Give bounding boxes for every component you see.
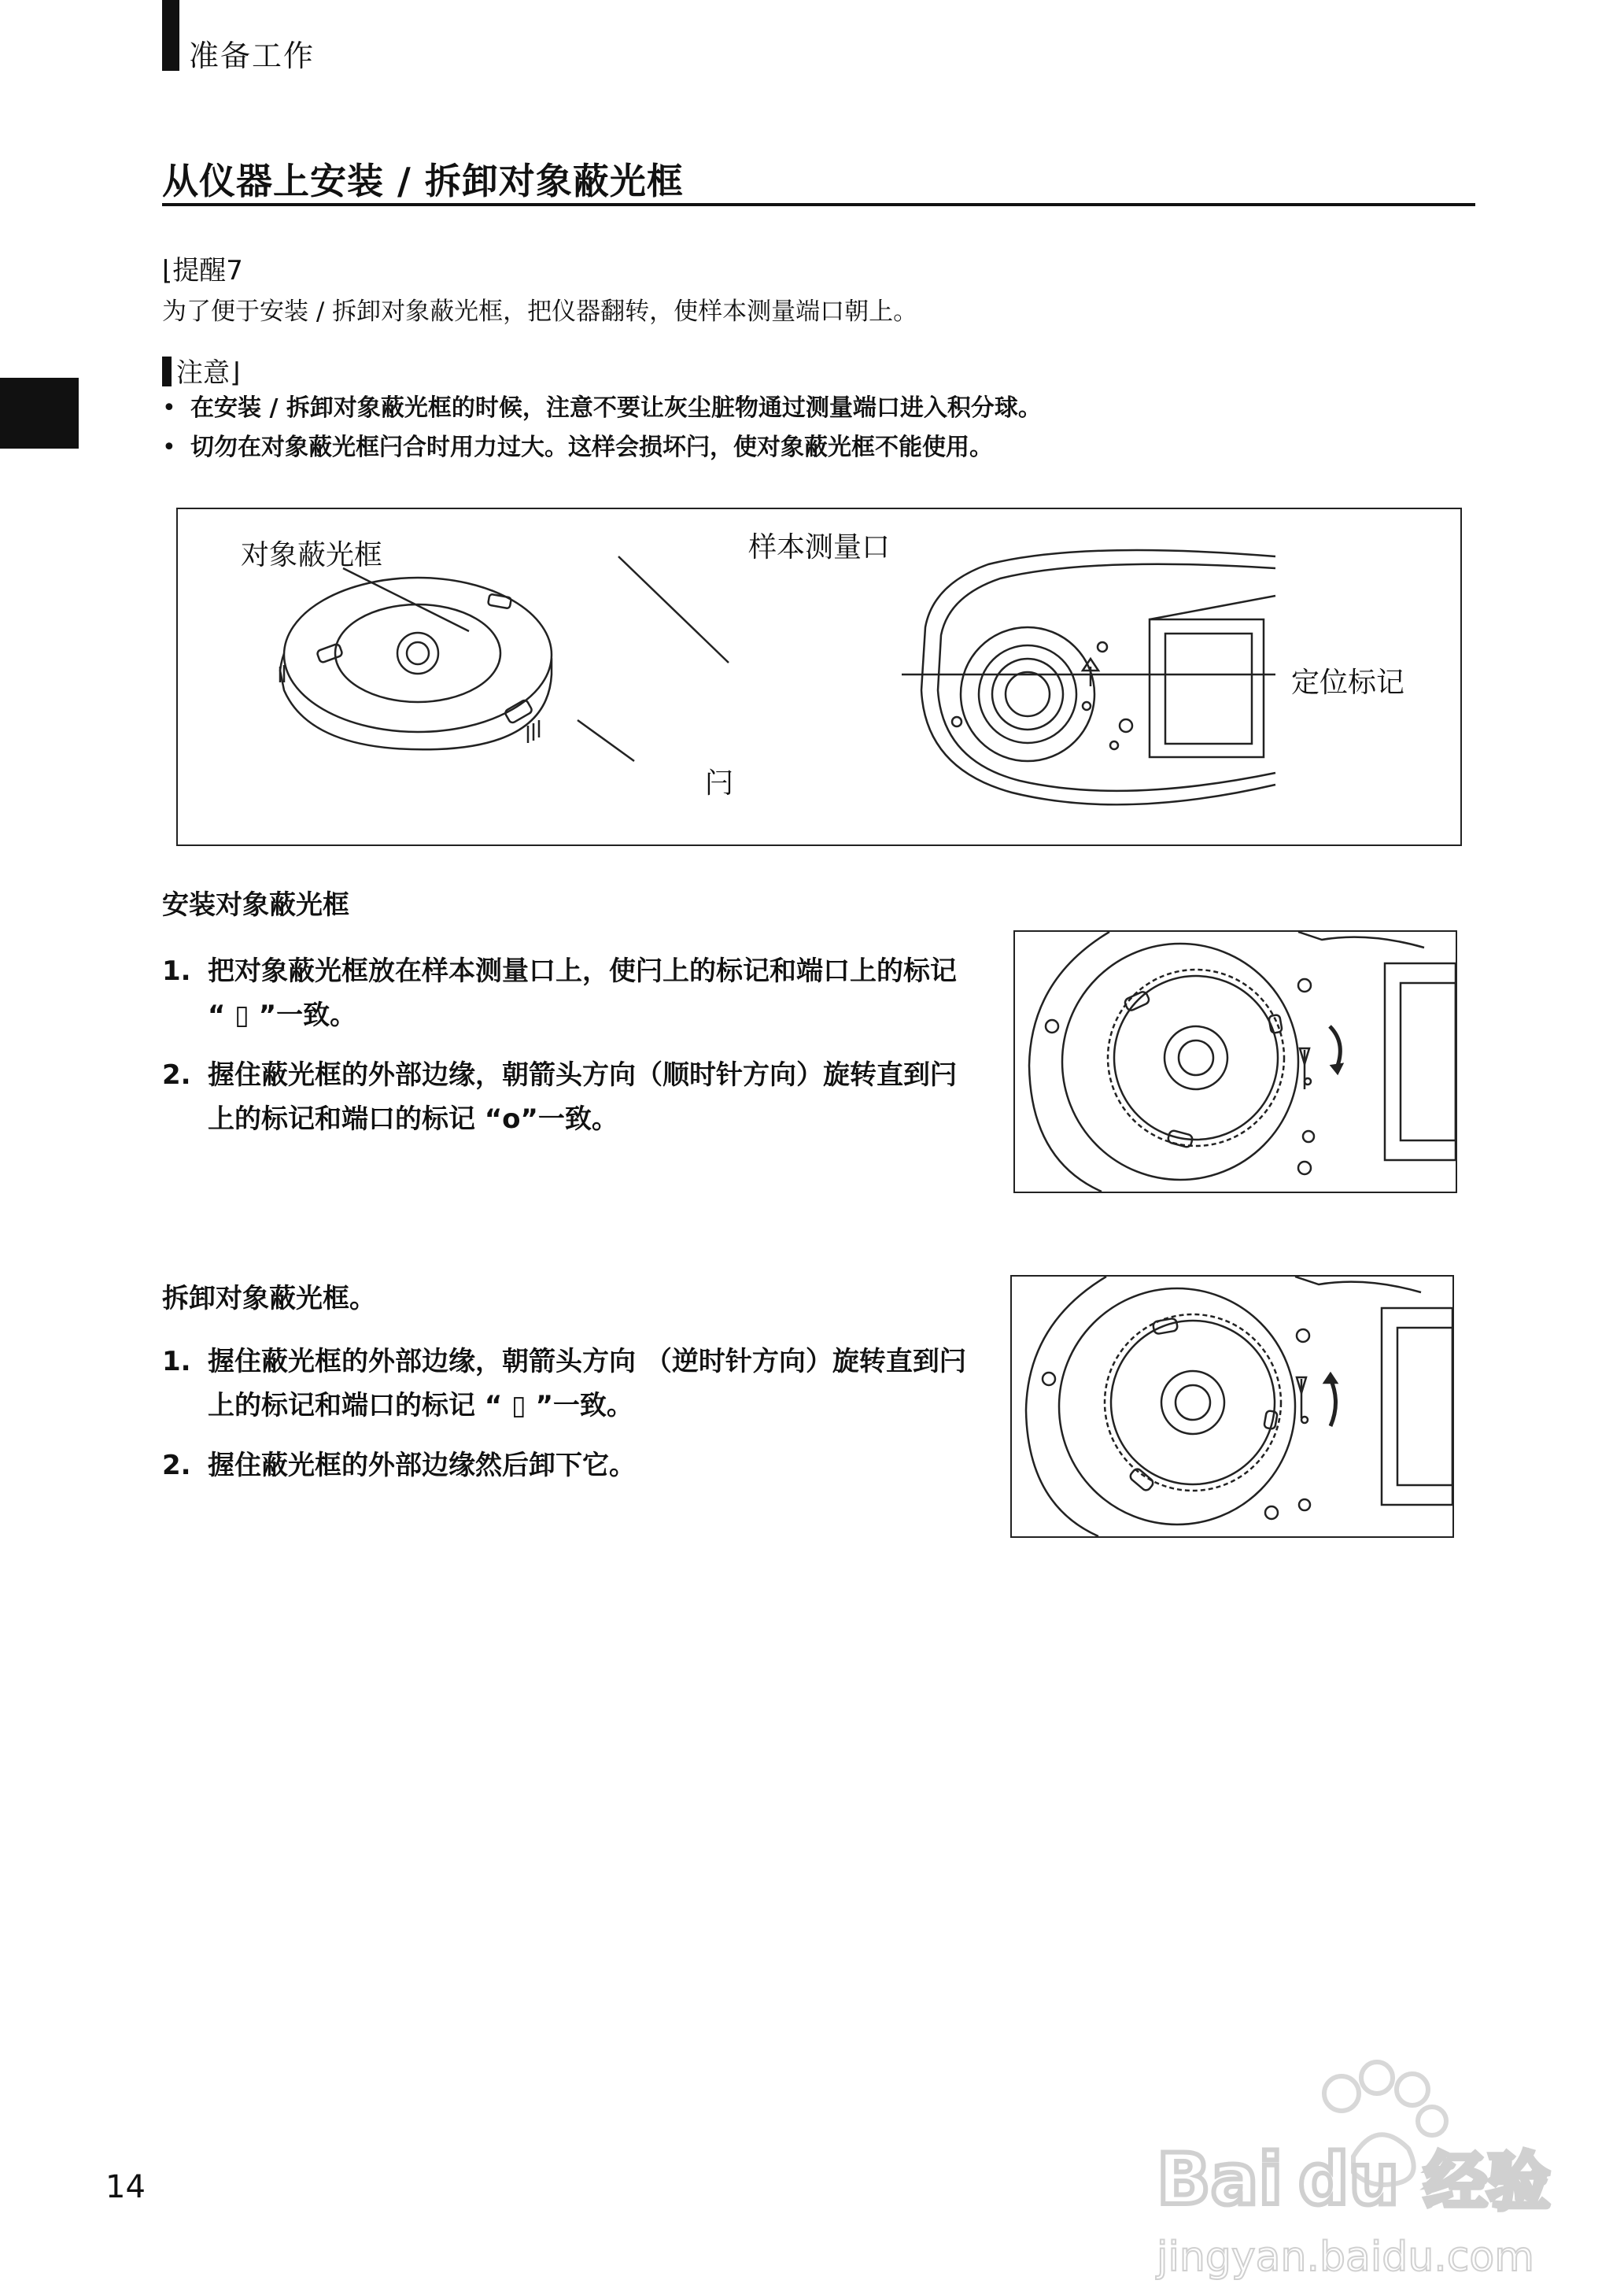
hint-label-text: 提醒	[172, 255, 227, 286]
install-heading: 安装对象蔽光框	[162, 889, 349, 921]
caution-item: • 在安装 / 拆卸对象蔽光框的时候，注意不要让灰尘脏物通过测量端口进入积分球。	[162, 389, 1042, 428]
section-marker-bar	[162, 0, 179, 71]
install-step: 2. 握住蔽光框的外部边缘，朝箭头方向（顺时针方向）旋转直到闩上的标记和端口的标记 “o”一致。	[162, 1059, 957, 1135]
chapter-tab	[0, 378, 79, 449]
remove-step: 1. 握住蔽光框的外部边缘，朝箭头方向 （逆时针方向）旋转直到闩上的标记和端口的标记 “ ▯ ”一致。	[162, 1346, 966, 1421]
page-title: 从仪器上安装 / 拆卸对象蔽光框	[162, 160, 684, 202]
label-sample-port: 样本测量口	[748, 531, 891, 564]
remove-steps	[162, 1340, 973, 1503]
svg-text:du: du	[1298, 2138, 1400, 2221]
svg-text:jingyan.baidu.com: jingyan.baidu.com	[1157, 2234, 1534, 2281]
remove-photo	[1010, 1275, 1454, 1538]
remove-step: 2. 握住蔽光框的外部边缘然后卸下它。	[162, 1450, 636, 1481]
caution-label	[162, 351, 240, 390]
caution-label-text: 注意	[176, 357, 230, 389]
watermark-graphic	[1141, 2046, 1582, 2282]
caution-marker	[162, 357, 172, 386]
label-latch: 闩	[705, 767, 734, 800]
caution-list	[162, 389, 1042, 468]
svg-text:经验: 经验	[1424, 2145, 1550, 2219]
hint-text: 为了便于安装 / 拆卸对象蔽光框，把仪器翻转，使样本测量端口朝上。	[162, 298, 918, 326]
page-number: 14	[105, 2169, 146, 2205]
caution-bracket: ⌋	[230, 357, 241, 389]
install-steps	[162, 949, 973, 1157]
title-divider	[162, 203, 1475, 206]
label-light-shield: 对象蔽光框	[241, 539, 383, 571]
remove-illustration	[1012, 1277, 1452, 1536]
install-illustration	[1015, 932, 1456, 1192]
label-position-mark: 定位标记	[1291, 667, 1405, 699]
caution-item: • 切勿在对象蔽光框闩合时用力过大。这样会损坏闩，使对象蔽光框不能使用。	[162, 428, 1042, 468]
remove-heading: 拆卸对象蔽光框。	[162, 1283, 376, 1314]
hint-bracket-left: ⌊	[162, 255, 173, 286]
svg-text:Bai: Bai	[1157, 2138, 1283, 2221]
install-step: 1. 把对象蔽光框放在样本测量口上，使闩上的标记和端口上的标记 “ ▯ ”一致。	[162, 955, 957, 1031]
overview-figure	[176, 508, 1462, 846]
hint-label	[162, 249, 243, 287]
install-photo	[1013, 930, 1457, 1193]
hint-bracket-right: 7	[226, 255, 243, 286]
baidu-watermark-logo	[1141, 2046, 1582, 2282]
section-header: 准备工作	[189, 39, 316, 73]
